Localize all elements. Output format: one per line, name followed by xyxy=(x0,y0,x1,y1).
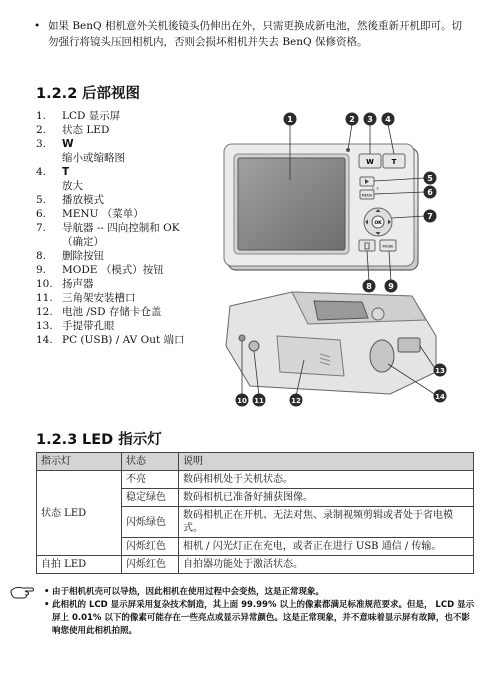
svg-text:8: 8 xyxy=(366,282,372,291)
column-header: 指示灯 xyxy=(37,453,122,471)
svg-text:2: 2 xyxy=(349,115,355,124)
list-item: 1. LCD 显示屏 xyxy=(36,110,121,122)
section-number: 1.2.2 xyxy=(36,86,78,102)
mode-button-label: MODE xyxy=(382,244,394,249)
callout-5 xyxy=(424,172,437,185)
tripod-socket xyxy=(249,341,259,351)
list-item: 11. 三角架安装槽口 xyxy=(36,292,136,304)
camera-bottom-view xyxy=(226,292,436,394)
svg-text:10: 10 xyxy=(237,397,247,405)
list-item: 2. 状态 LED xyxy=(36,124,110,136)
section-title: LED 指示灯 xyxy=(82,432,162,448)
list-item: 7. 导航器 -- 四向控制和 OK xyxy=(36,222,180,234)
note-hand-icon xyxy=(10,584,36,600)
note-bullet: • xyxy=(44,587,50,597)
lcd-screen-side xyxy=(314,301,368,320)
list-item: 4. T xyxy=(36,166,70,178)
column-header: 说明 xyxy=(179,453,474,471)
list-item: 放大 xyxy=(62,180,83,192)
t-button-label: T xyxy=(391,158,397,166)
list-item: （确定） xyxy=(62,236,104,248)
callout-7 xyxy=(424,210,437,223)
note-bullet: • xyxy=(44,600,50,610)
svg-text:5: 5 xyxy=(427,174,433,183)
usb-port xyxy=(398,338,420,352)
list-item: 3. W xyxy=(36,138,74,150)
desc-cell: 数码相机正在开机、无法对焦、录制视频剪辑或者处于省电模式。 xyxy=(179,507,474,538)
note-item xyxy=(36,586,476,599)
section-heading-led xyxy=(36,428,162,449)
callout-9 xyxy=(385,280,398,293)
callout-10 xyxy=(236,394,249,407)
list-item: 9. MODE （模式）按钮 xyxy=(36,264,164,276)
svg-text:11: 11 xyxy=(254,397,264,405)
svg-text:12: 12 xyxy=(291,397,301,405)
led-table xyxy=(36,452,474,574)
svg-text:14: 14 xyxy=(435,393,445,401)
indicator-cell: 状态 LED xyxy=(37,471,122,556)
svg-text:4: 4 xyxy=(385,115,391,124)
svg-text:6: 6 xyxy=(427,188,433,197)
w-button-label: W xyxy=(366,158,374,166)
list-item: 8. 删除按钮 xyxy=(36,250,104,262)
list-item: 缩小或缩略图 xyxy=(62,152,125,164)
speaker xyxy=(239,335,245,341)
camera-rear-illustration xyxy=(222,110,467,415)
desc-cell: 数码相机处于关机状态。 xyxy=(179,471,474,489)
callout-13 xyxy=(434,364,447,377)
table-row xyxy=(37,471,474,489)
ok-button-label: OK xyxy=(374,221,382,226)
rear-parts-list xyxy=(36,109,246,347)
svg-text:1: 1 xyxy=(287,115,293,124)
callout-2 xyxy=(346,113,359,126)
section-number: 1.2.3 xyxy=(36,432,78,448)
state-cell: 闪烁红色 xyxy=(122,538,179,556)
svg-text:7: 7 xyxy=(427,212,433,221)
desc-cell: 相机 / 闪光灯正在充电，或者正在进行 USB 通信 / 传输。 xyxy=(179,538,474,556)
indicator-cell: 自拍 LED xyxy=(37,556,122,574)
state-cell: 闪烁绿色 xyxy=(122,507,179,538)
svg-text:3: 3 xyxy=(367,115,373,124)
list-item: 14. PC (USB) / AV Out 端口 xyxy=(36,334,185,346)
svg-text:13: 13 xyxy=(435,367,445,375)
menu-button-label: MENU xyxy=(361,193,373,198)
note-item xyxy=(36,599,476,638)
callout-11 xyxy=(253,394,266,407)
battery-cover xyxy=(277,336,344,376)
callout-12 xyxy=(290,394,303,407)
list-item: 10. 扬声器 xyxy=(36,278,94,290)
state-cell: 稳定绿色 xyxy=(122,489,179,507)
section-title: 后部视图 xyxy=(82,86,140,102)
column-header: 状态 xyxy=(122,453,179,471)
callout-14 xyxy=(434,390,447,403)
intro-bullet: • xyxy=(34,20,41,32)
desc-cell: 自拍器功能处于激活状态。 xyxy=(179,556,474,574)
intro-text: 如果 BenQ 相机意外关机後镜头仍伸出在外，只需更换成新电池，然後重新开机即可。切勿强行将镜头压回相机内，否则会损坏相机并失去 BenQ 保修资格。 xyxy=(48,20,462,48)
list-item: 6. MENU （菜单） xyxy=(36,208,144,220)
section-heading-rear-view xyxy=(36,82,140,103)
list-item: 12. 电池 /SD 存储卡仓盖 xyxy=(36,306,162,318)
callout-8 xyxy=(363,280,376,293)
lcd-screen xyxy=(238,158,345,250)
state-cell: 不亮 xyxy=(122,471,179,489)
note-text: 此相机的 LCD 显示屏采用复杂技术制造，其上面 99.99% 以上的像素都满足标准规范要求。但是， LCD 显示屏上 0.01% 以下的像素可能存在一些亮点或显示异常颜色。这是正常现象，并不意味着显示屏有故障，也不影响您使用此相机拍照。 xyxy=(52,600,475,636)
strap-eyelet xyxy=(370,340,394,372)
list-item: 5. 播放模式 xyxy=(36,194,104,206)
indicator-marks: c c xyxy=(372,186,380,192)
notes-section xyxy=(36,586,476,638)
desc-cell: 数码相机已准备好捕获图像。 xyxy=(179,489,474,507)
intro-paragraph xyxy=(34,18,468,50)
table-header-row xyxy=(37,453,474,471)
list-item: 13. 手提带孔眼 xyxy=(36,320,115,332)
callout-3 xyxy=(364,113,377,126)
svg-text:9: 9 xyxy=(388,282,394,291)
callout-4 xyxy=(382,113,395,126)
note-text: 由于相机机壳可以导热，因此相机在使用过程中会变热，这是正常现象。 xyxy=(52,587,325,597)
callout-6 xyxy=(424,186,437,199)
callout-1 xyxy=(284,113,297,126)
state-cell: 闪烁红色 xyxy=(122,556,179,574)
table-row xyxy=(37,556,474,574)
